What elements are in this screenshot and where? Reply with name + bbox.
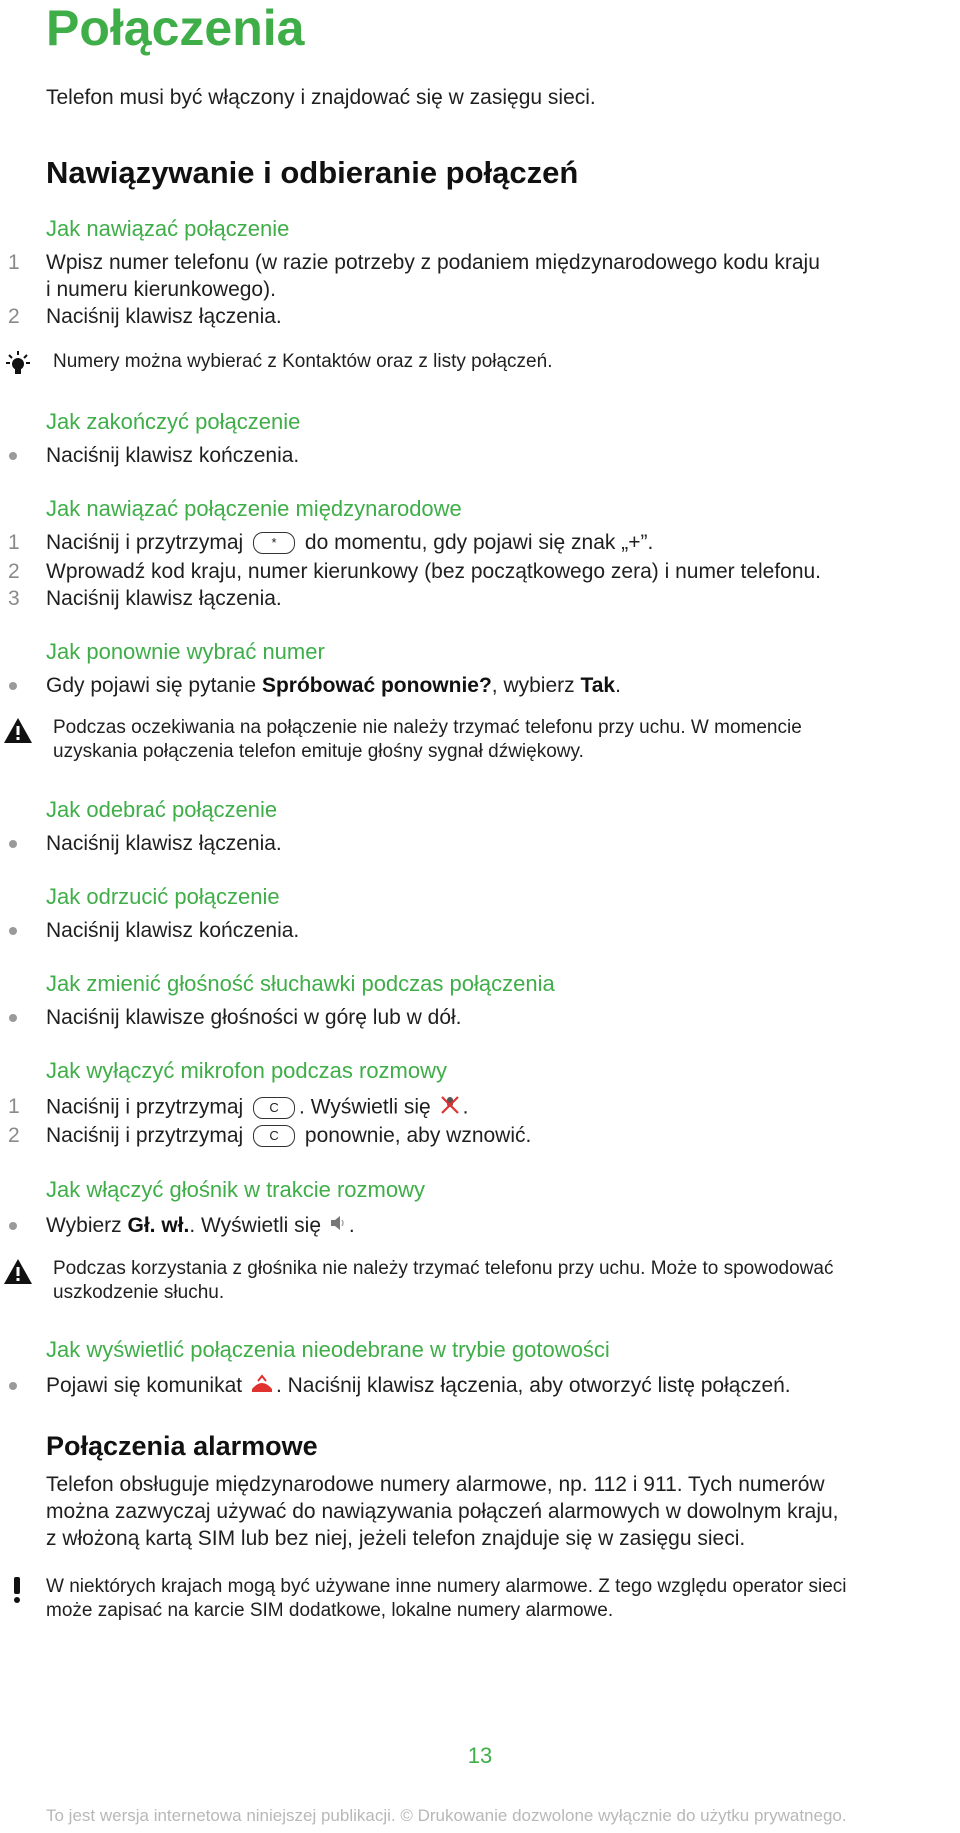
warning-note: [0, 1256, 940, 1306]
step-number: 1: [8, 251, 20, 274]
step-text: Wpisz numer telefonu (w razie potrzeby z podaniem międzynarodowego kodu kraju: [46, 251, 820, 274]
warning-text: uszkodzenie słuchu.: [53, 1282, 225, 1303]
step-number: 2: [8, 305, 20, 328]
muted-mic-icon: [439, 1094, 461, 1122]
step-text-pre: Naciśnij i przytrzymaj: [46, 1095, 244, 1119]
c-key-icon: [253, 1097, 295, 1119]
text-part: .: [615, 674, 621, 697]
list-text: Naciśnij klawisze głośności w górę lub w dół.: [46, 1006, 462, 1029]
step-text: Wprowadź kod kraju, numer kierunkowy (bez początkowego zera) i numer telefonu.: [46, 560, 822, 583]
text-part: , wybierz: [491, 674, 581, 697]
step-text-post: do momentu, gdy pojawi się znak „+”.: [304, 531, 654, 554]
step-number: 2: [8, 1124, 20, 1147]
exclamation-icon: [2, 1574, 34, 1606]
text-part: . Wyświetli się: [189, 1214, 322, 1237]
subheading-answer: Jak odebrać połączenie: [46, 797, 278, 822]
subheading-mute: Jak wyłączyć mikrofon podczas rozmowy: [46, 1058, 448, 1083]
warning-text: uzyskania połączenia telefon emituje głośny sygnał dźwiękowy.: [53, 741, 584, 762]
text-part: Wybierz: [46, 1214, 128, 1237]
paragraph-line: można zazwyczaj używać do nawiązywania połączeń alarmowych w dowolnym kraju,: [46, 1500, 839, 1523]
step-text: Naciśnij klawisz łączenia.: [46, 587, 282, 610]
step-number: 2: [8, 560, 20, 583]
paragraph-line: Telefon obsługuje międzynarodowe numery alarmowe, np. 112 i 911. Tych numerów: [46, 1473, 825, 1496]
list-text: Naciśnij klawisz kończenia.: [46, 444, 300, 467]
footer-text: To jest wersja internetowa niniejszej publikacji. © Drukowanie dozwolone wyłącznie do użytku prywatnego.: [46, 1806, 847, 1825]
intro-text: Telefon musi być włączony i znajdować się w zasięgu sieci.: [46, 86, 596, 109]
step-text: i numeru kierunkowego).: [46, 278, 276, 301]
warning-triangle-icon: [2, 715, 34, 747]
page-title: Połączenia: [46, 0, 305, 56]
subheading-make-call: Jak nawiązać połączenie: [46, 216, 290, 241]
step-text: [46, 1094, 940, 1122]
list-text: Naciśnij klawisz łączenia.: [46, 832, 282, 855]
step-text-pre: Naciśnij i przytrzymaj: [46, 531, 244, 554]
key-label: C: [269, 1128, 279, 1144]
key-label: *: [271, 535, 277, 551]
tip-text: Numery można wybierać z Kontaktów oraz z listy połączeń.: [53, 351, 553, 372]
bullet-icon: [9, 452, 17, 460]
important-text: W niektórych krajach mogą być używane inne numery alarmowe. Z tego względu operator sieci: [46, 1576, 847, 1597]
c-key-icon: [253, 1125, 295, 1147]
lightbulb-icon: [2, 349, 34, 381]
star-key-icon: [253, 532, 295, 554]
list-text: Naciśnij klawisz kończenia.: [46, 919, 300, 942]
step-text-post: .: [462, 1095, 469, 1119]
step-text-pre: Naciśnij i przytrzymaj: [46, 1124, 244, 1147]
warning-triangle-icon: [2, 1256, 34, 1288]
section-heading-calls: Nawiązywanie i odbieranie połączeń: [46, 155, 579, 190]
step-text: [46, 1123, 940, 1148]
bullet-icon: [9, 1014, 17, 1022]
step-text: [46, 530, 940, 555]
subheading-missed: Jak wyświetlić połączenia nieodebrane w trybie gotowości: [46, 1337, 610, 1362]
step-number: 1: [8, 531, 20, 554]
list-text: [46, 1213, 940, 1239]
bullet-icon: [9, 682, 17, 690]
missed-call-icon: [250, 1373, 274, 1399]
list-text: [46, 673, 940, 698]
page-number: 13: [467, 1743, 493, 1768]
important-text: może zapisać na karcie SIM dodatkowe, lokalne numery alarmowe.: [46, 1600, 614, 1621]
step-text-mid: . Wyświetli się: [299, 1095, 431, 1119]
section-heading-emergency: Połączenia alarmowe: [46, 1431, 318, 1461]
bullet-icon: [9, 1382, 17, 1390]
step-text: Naciśnij klawisz łączenia.: [46, 305, 282, 328]
option-name: Spróbować ponownie?: [261, 674, 492, 697]
key-label: C: [269, 1100, 279, 1115]
option-name: Tak: [580, 674, 616, 697]
bullet-icon: [9, 927, 17, 935]
paragraph-line: z włożoną kartą SIM lub bez niej, jeżeli telefon znajduje się w zasięgu sieci.: [46, 1527, 746, 1550]
option-name: Gł. wł.: [127, 1214, 190, 1237]
text-part: .: [348, 1214, 355, 1237]
subheading-speaker: Jak włączyć głośnik w trakcie rozmowy: [46, 1177, 425, 1202]
step-number: 1: [8, 1095, 20, 1118]
important-note: [0, 1574, 940, 1624]
subheading-end-call: Jak zakończyć połączenie: [46, 409, 301, 434]
step-number: 3: [8, 587, 20, 610]
warning-note: [0, 715, 940, 765]
warning-text: Podczas oczekiwania na połączenie nie należy trzymać telefonu przy uchu. W momencie: [53, 717, 802, 738]
subheading-reject: Jak odrzucić połączenie: [46, 884, 280, 909]
subheading-intl-call: Jak nawiązać połączenie międzynarodowe: [46, 496, 462, 521]
text-part: . Naciśnij klawisz łączenia, aby otworzyć listę połączeń.: [275, 1374, 791, 1397]
text-part: Pojawi się komunikat: [46, 1374, 243, 1397]
speaker-icon: [329, 1213, 347, 1239]
bullet-icon: [9, 1222, 17, 1230]
list-text: [46, 1373, 940, 1399]
step-text-post: ponownie, aby wznowić.: [304, 1124, 532, 1147]
warning-text: Podczas korzystania z głośnika nie należy trzymać telefonu przy uchu. Może to spowodować: [53, 1258, 834, 1279]
bullet-icon: [9, 840, 17, 848]
subheading-redial: Jak ponownie wybrać numer: [46, 639, 325, 664]
subheading-volume: Jak zmienić głośność słuchawki podczas połączenia: [46, 971, 555, 996]
text-part: Gdy pojawi się pytanie: [46, 674, 262, 697]
